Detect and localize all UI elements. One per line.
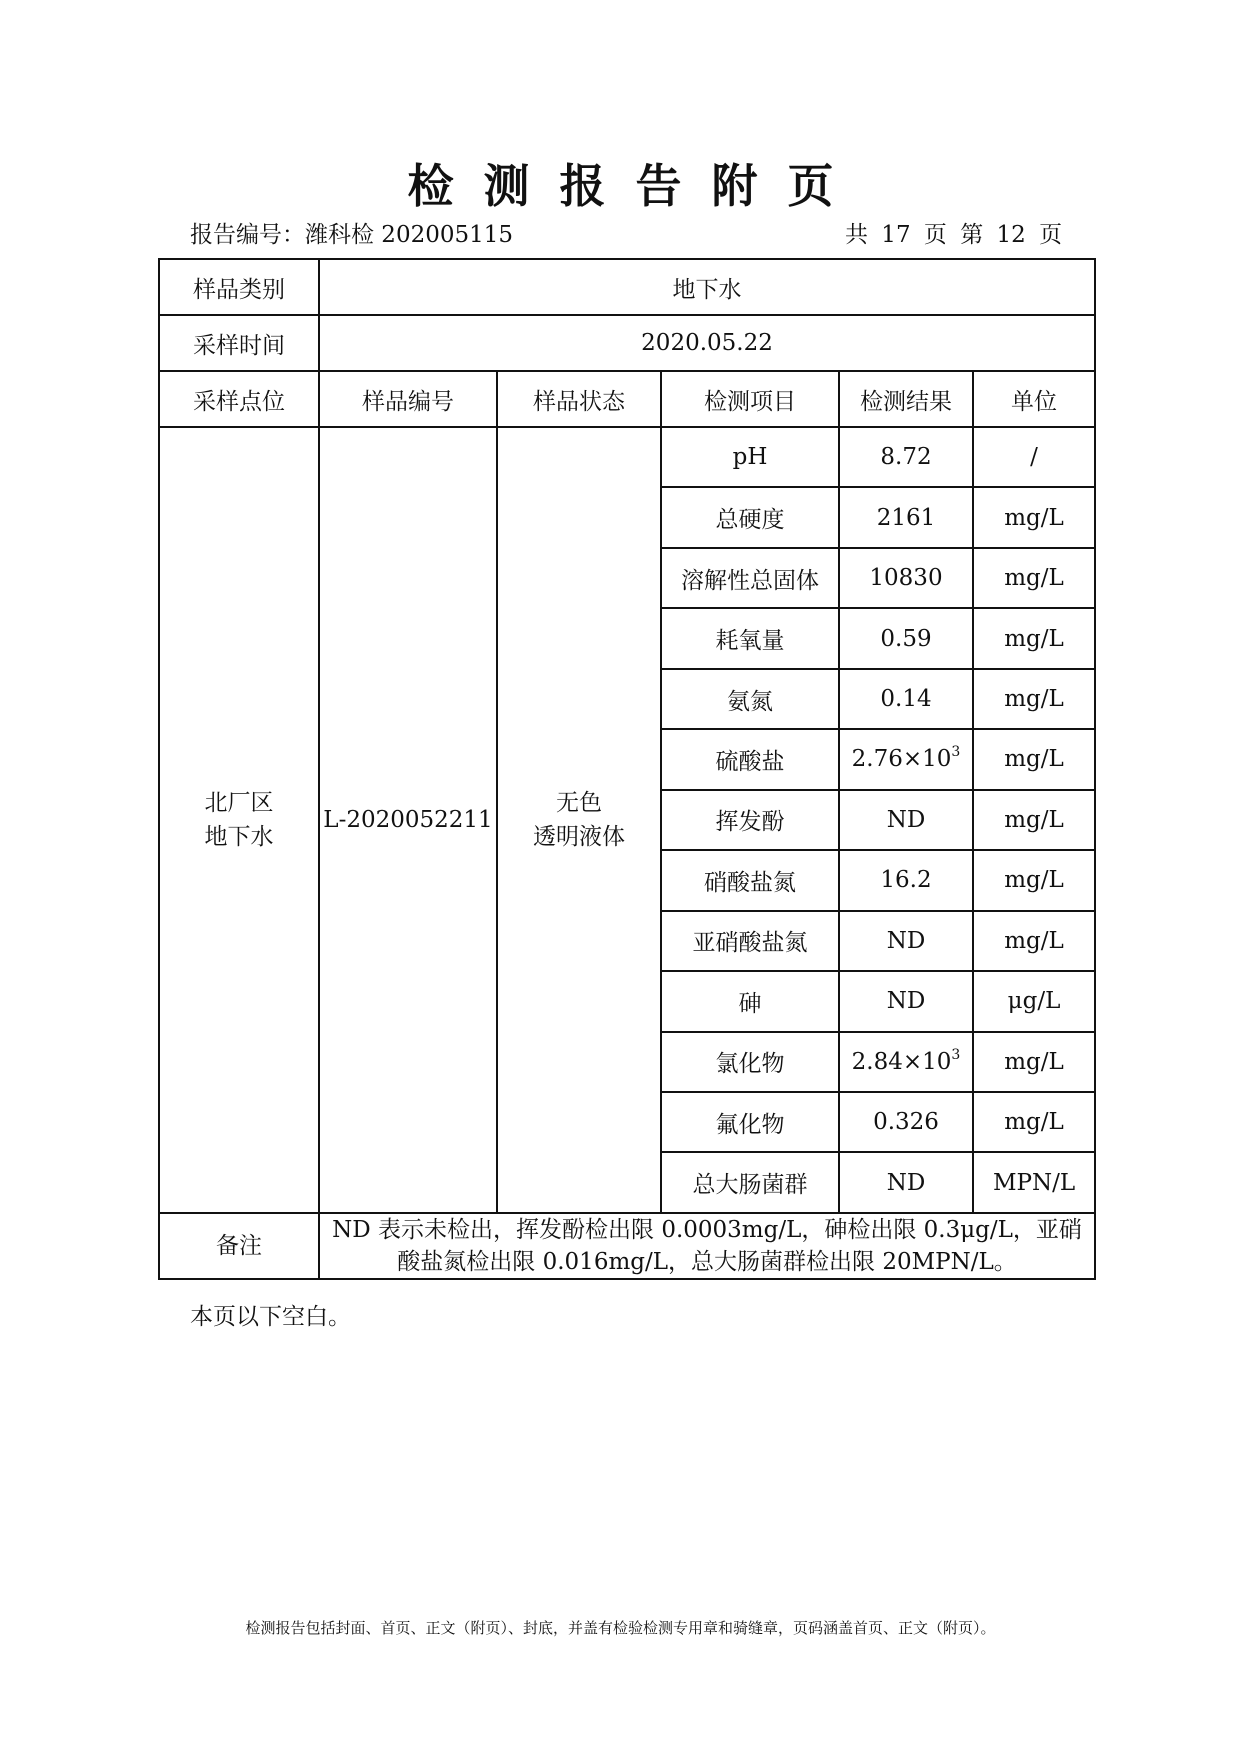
header-row [159,371,1095,427]
sample-type-label: 样品类别 [159,259,319,315]
test-result-value: ND [886,1169,926,1196]
test-item: 硫酸盐 [661,729,839,789]
test-result-value: 0.14 [880,686,932,713]
test-unit: mg/L [973,669,1095,729]
test-result-value: 0.326 [873,1109,939,1136]
test-result-value: ND [886,927,926,954]
test-item: 氯化物 [661,1032,839,1092]
page-info: 共 17 页 第 12 页 [845,222,1063,248]
sample-id: L-2020052211 [319,427,497,1213]
remarks-row [159,1213,1095,1279]
test-result [839,971,973,1031]
sample-time-value: 2020.05.22 [319,315,1095,371]
test-result [839,548,973,608]
sample-type-value: 地下水 [319,259,1095,315]
sample-state-line-2: 透明液体 [533,824,625,850]
test-unit: mg/L [973,548,1095,608]
result-exponent: 3 [951,744,961,761]
test-item: 挥发酚 [661,790,839,850]
sample-type-row [159,259,1095,315]
test-result [839,487,973,547]
test-item: pH [661,427,839,487]
sampling-location [159,427,319,1213]
sample-state [497,427,661,1213]
test-result [839,1092,973,1152]
header-item: 检测项目 [661,371,839,427]
test-result [839,427,973,487]
sampling-location-line-2: 地下水 [204,824,274,850]
test-result [839,1152,973,1213]
result-exponent: 3 [951,1046,961,1063]
test-unit: mg/L [973,790,1095,850]
test-unit: mg/L [973,608,1095,668]
test-unit: mg/L [973,1032,1095,1092]
remarks-line-1: ND 表示未检出，挥发酚检出限 0.0003mg/L，砷检出限 0.3μg/L，亚硝 [332,1217,1082,1243]
test-unit: MPN/L [973,1152,1095,1213]
test-unit: mg/L [973,729,1095,789]
test-unit: mg/L [973,487,1095,547]
header-sample-id: 样品编号 [319,371,497,427]
header-location: 采样点位 [159,371,319,427]
footer-note: 检测报告包括封面、首页、正文（附页）、封底，并盖有检验检测专用章和骑缝章，页码涵盖首页、正文（附页）。 [245,1619,996,1637]
test-result-value: 2.84×10 [851,1048,952,1075]
test-item: 耗氧量 [661,608,839,668]
test-result [839,850,973,910]
blank-note: 本页以下空白。 [190,1304,351,1330]
test-unit: / [973,427,1095,487]
remarks-text [319,1213,1095,1279]
test-result-value: 2161 [876,504,936,531]
result-row [159,427,1095,487]
test-unit: mg/L [973,850,1095,910]
sample-time-label: 采样时间 [159,315,319,371]
test-item: 氨氮 [661,669,839,729]
test-unit: mg/L [973,911,1095,971]
sampling-location-line-1: 北厂区 [204,790,274,816]
test-item: 总硬度 [661,487,839,547]
test-result [839,729,973,789]
test-result-value: 0.59 [880,625,932,652]
test-result-value: 8.72 [880,444,932,471]
test-result-value: ND [886,806,926,833]
remarks-label: 备注 [159,1213,319,1279]
test-result [839,608,973,668]
test-result [839,911,973,971]
test-item: 氟化物 [661,1092,839,1152]
test-result-value: 2.76×10 [851,746,952,773]
sample-time-row [159,315,1095,371]
test-result [839,1032,973,1092]
test-result-value: 10830 [869,565,943,592]
results-table [158,258,1096,1280]
test-unit: μg/L [973,971,1095,1031]
test-result-value: 16.2 [880,867,932,894]
test-item: 溶解性总固体 [661,548,839,608]
sample-state-line-1: 无色 [556,790,602,816]
test-result [839,669,973,729]
test-item: 总大肠菌群 [661,1152,839,1213]
header-result: 检测结果 [839,371,973,427]
test-result-value: ND [886,988,926,1015]
test-result [839,790,973,850]
header-unit: 单位 [973,371,1095,427]
page-title: 检测报告附页 [407,159,864,213]
test-item: 砷 [661,971,839,1031]
report-number: 报告编号：潍科检 202005115 [190,222,514,248]
test-item: 硝酸盐氮 [661,850,839,910]
header-sample-state: 样品状态 [497,371,661,427]
test-item: 亚硝酸盐氮 [661,911,839,971]
remarks-line-2: 酸盐氮检出限 0.016mg/L，总大肠菌群检出限 20MPN/L。 [397,1249,1017,1275]
test-unit: mg/L [973,1092,1095,1152]
